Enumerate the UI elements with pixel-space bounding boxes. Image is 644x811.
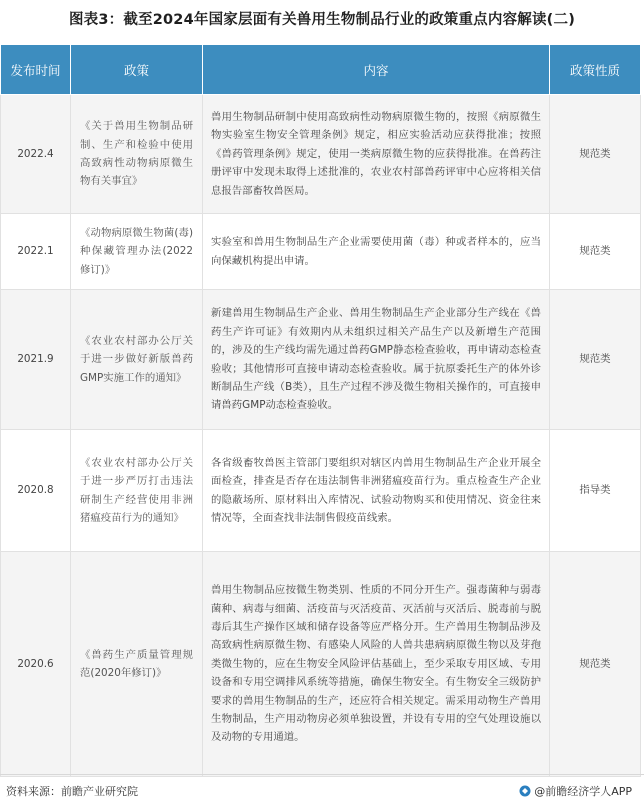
brand-credit [519, 783, 632, 799]
row-date: 2022.4 [1, 95, 71, 214]
row-policy: 《农业农村部办公厅关于进一步严厉打击违法研制生产经营使用非洲猪瘟疫苗行为的通知》 [71, 430, 203, 552]
source-note: 资料来源：前瞻产业研究院 [6, 785, 138, 798]
table-header-row [1, 45, 641, 95]
row-policy: 《兽药生产质量管理规范(2020年修订)》 [71, 552, 203, 777]
footer [6, 779, 638, 801]
table-row [1, 95, 641, 214]
row-nature: 指导类 [550, 430, 641, 552]
header-date: 发布时间 [1, 45, 71, 95]
row-date: 2021.9 [1, 290, 71, 430]
row-nature: 规范类 [550, 290, 641, 430]
row-nature: 规范类 [550, 214, 641, 290]
header-nature: 政策性质 [550, 45, 641, 95]
row-date: 2022.1 [1, 214, 71, 290]
row-date: 2020.8 [1, 430, 71, 552]
row-content: 实验室和兽用生物制品生产企业需要使用菌（毒）种或者样本的，应当向保藏机构提出申请。 [203, 214, 550, 290]
policy-table [0, 44, 641, 777]
row-policy: 《动物病原微生物菌(毒)种保藏管理办法(2022修订)》 [71, 214, 203, 290]
header-content: 内容 [203, 45, 550, 95]
footer-divider [0, 774, 644, 775]
row-content: 兽用生物制品研制中使用高致病性动物病原微生物的，按照《病原微生物实验室生物安全管理条例》规定，相应实验活动应获得批准；按照《兽药管理条例》规定，使用一类病原微生物的应获得批准。在兽药注册评审中发现未取得上述批准的，农业农村部兽药评审中心应将相关信息报告部畜牧兽医局。 [203, 95, 550, 214]
table-row [1, 214, 641, 290]
table-row [1, 552, 641, 777]
figure-title: 图表3：截至2024年国家层面有关兽用生物制品行业的政策重点内容解读(二) [68, 12, 576, 28]
table-row [1, 290, 641, 430]
row-content: 新建兽用生物制品生产企业、兽用生物制品生产企业部分生产线在《兽药生产许可证》有效期内从未组织过相关产品生产以及新增生产范围的，涉及的生产线均需先通过兽药GMP静态检查验收，再申请动态检查验收；其他情形可直接申请动态检查验收。属于抗原委托生产的体外诊断制品生产线（B类），且生产过程不涉及微生物相关操作的，可直接申请兽药GMP动态检查验收。 [203, 290, 550, 430]
row-policy: 《农业农村部办公厅关于进一步做好新版兽药GMP实施工作的通知》 [71, 290, 203, 430]
row-policy: 《关于兽用生物制品研制、生产和检验中使用高致病性动物病原微生物有关事宜》 [71, 95, 203, 214]
row-content: 各省级畜牧兽医主管部门要组织对辖区内兽用生物制品生产企业开展全面检查，排查是否存在违法制售非洲猪瘟疫苗行为。重点检查生产企业的隐蔽场所、原材料出入库情况、试验动物购买和使用情况、资金往来情况等，全面查找非法制售假疫苗线索。 [203, 430, 550, 552]
qianzhan-logo-icon [519, 785, 531, 797]
header-policy: 政策 [71, 45, 203, 95]
row-content: 兽用生物制品应按微生物类别、性质的不同分开生产。强毒菌种与弱毒菌种、病毒与细菌、活疫苗与灭活疫苗、灭活前与灭活后、脱毒前与脱毒后其生产操作区域和储存设备等应严格分开。生产兽用生物制品涉及高致病性病原微生物、有感染人风险的人兽共患病病原微生物以及芽孢类微生物的，应在生物安全风险评估基础上，至少采取专用区域、专用设备和专用空调排风系统等措施，确保生物安全。有生物安全三级防护要求的兽用生物制品的生产，还应符合相关规定。需采用动物生产兽用生物制品，生产用动物房必须单独设置，并设有专用的空气处理设施以及动物的专用通道。 [203, 552, 550, 777]
row-date: 2020.6 [1, 552, 71, 777]
row-nature: 规范类 [550, 552, 641, 777]
row-nature: 规范类 [550, 95, 641, 214]
table-row [1, 430, 641, 552]
brand-label: @前瞻经济学人APP [534, 785, 632, 798]
